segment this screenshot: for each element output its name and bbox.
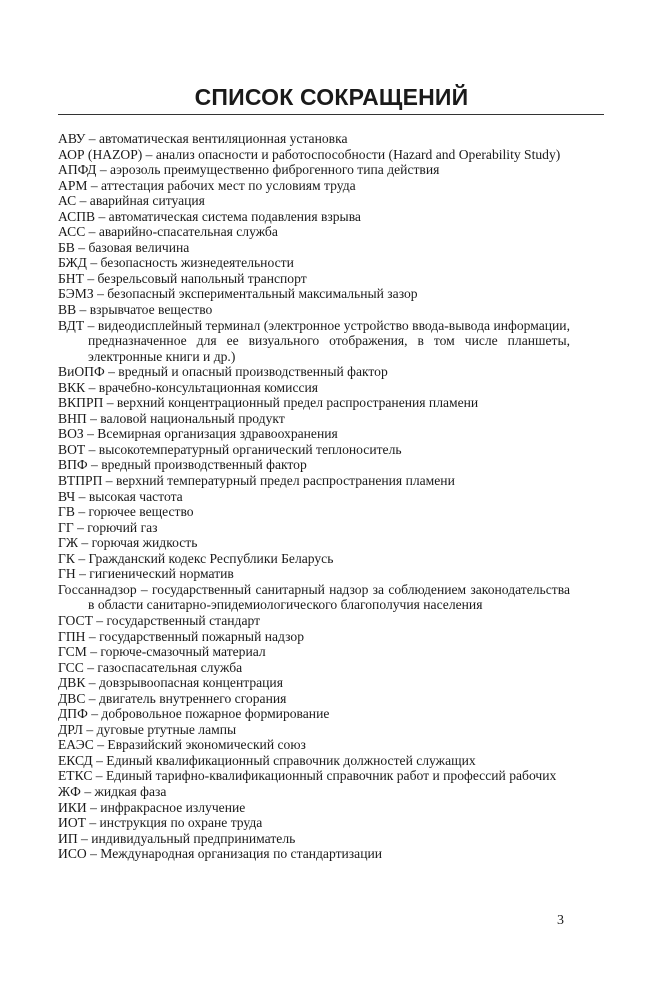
abbreviation-entry: ИКИ – инфракрасное излучение	[58, 799, 246, 815]
abbreviation-entry: АРМ – аттестация рабочих мест по условиям труда	[58, 177, 356, 193]
abbreviation-entry: ВОТ – высокотемпературный органический теплоноситель	[58, 441, 402, 457]
abbreviation-entry: ГОСТ – государственный стандарт	[58, 612, 261, 628]
abbreviation-entry: АВУ – автоматическая вентиляционная установка	[58, 131, 348, 146]
abbreviation-entry: ГСС – газоспасательная служба	[58, 659, 243, 675]
abbreviation-entry: ИОТ – инструкция по охране труда	[58, 815, 263, 831]
abbreviation-entry: ДРЛ – дуговые ртутные лампы	[58, 721, 237, 737]
page-number: 3	[557, 913, 564, 928]
abbreviation-entry: ВНП – валовой национальный продукт	[58, 410, 285, 426]
abbreviation-entry: ЕАЭС – Евразийский экономический союз	[58, 737, 306, 753]
abbreviation-entry: АСПВ – автоматическая система подавления взрыва	[58, 208, 361, 224]
abbreviation-entry: ГСМ – горюче-смазочный материал	[58, 644, 266, 660]
abbreviation-entry: ВВ – взрывчатое вещество	[58, 302, 213, 318]
abbreviation-entry: ЕКСД – Единый квалификационный справочник должностей служащих	[58, 752, 476, 768]
abbreviation-entry: ГЖ – горючая жидкость	[58, 535, 198, 551]
abbreviation-entry: ВПФ – вредный производственный фактор	[58, 457, 307, 473]
abbreviation-entry: ДВС – двигатель внутреннего сгорания	[58, 690, 287, 706]
abbreviation-entry: ИП – индивидуальный предприниматель	[58, 830, 296, 846]
abbreviation-entry: ГГ – горючий газ	[58, 519, 158, 535]
title-divider	[58, 114, 604, 115]
abbreviation-entry: ВКК – врачебно-консультационная комиссия	[58, 379, 319, 395]
abbreviation-entry: БВ – базовая величина	[58, 239, 190, 255]
abbreviation-entry: БЖД – безопасность жизнедеятельности	[58, 255, 294, 271]
abbreviation-entry: ВДТ – видеодисплейный терминал (электронное устройство ввода-вывода информации, предназначенное для ее визуального отображения, в том числе планшеты, электронные книги и др.)	[58, 317, 570, 364]
abbreviation-entry: ВиОПФ – вредный и опасный производственный фактор	[58, 364, 388, 380]
abbreviation-entry: АС – аварийная ситуация	[58, 193, 205, 209]
abbreviation-entry: ВКПРП – верхний концентрационный предел распространения пламени	[58, 395, 479, 411]
abbreviation-entry: ЖФ – жидкая фаза	[58, 783, 167, 799]
abbreviation-entry: Госсаннадзор – государственный санитарный надзор за соблюдением законодательства в области санитарно-эпидемиологического благополучия населения	[58, 581, 570, 613]
abbreviation-entry: ГПН – государственный пожарный надзор	[58, 628, 305, 644]
abbreviation-entry: ВТПРП – верхний температурный предел распространения пламени	[58, 473, 455, 489]
abbreviation-entry: ГН – гигиенический норматив	[58, 566, 234, 582]
abbreviation-list	[58, 131, 570, 862]
abbreviation-entry: АСС – аварийно-спасательная служба	[58, 224, 278, 240]
abbreviation-entry: ЕТКС – Единый тарифно-квалификационный справочник работ и профессий рабочих	[58, 768, 557, 784]
abbreviation-entry: ИСО – Международная организация по стандартизации	[58, 846, 383, 862]
page-title: СПИСОК СОКРАЩЕНИЙ	[194, 84, 469, 110]
abbreviation-entry: АПФД – аэрозоль преимущественно фиброгенного типа действия	[58, 162, 440, 178]
abbreviation-entry: ГК – Гражданский кодекс Республики Беларусь	[58, 550, 334, 566]
abbreviation-entry: БЭМЗ – безопасный экспериментальный максимальный зазор	[58, 286, 418, 302]
abbreviation-entry: ДПФ – добровольное пожарное формирование	[58, 706, 330, 722]
abbreviation-entry: ВОЗ – Всемирная организация здравоохранения	[58, 426, 338, 442]
abbreviation-entry: ВЧ – высокая частота	[58, 488, 183, 504]
abbreviation-entry: БНТ – безрельсовый напольный транспорт	[58, 270, 307, 286]
abbreviation-entry: ГВ – горючее вещество	[58, 504, 194, 520]
abbreviation-entry: ДВК – довзрывоопасная концентрация	[58, 675, 283, 691]
abbreviation-entry: АОР (HAZOP) – анализ опасности и работоспособности (Hazard and Operability Study)	[58, 146, 561, 162]
